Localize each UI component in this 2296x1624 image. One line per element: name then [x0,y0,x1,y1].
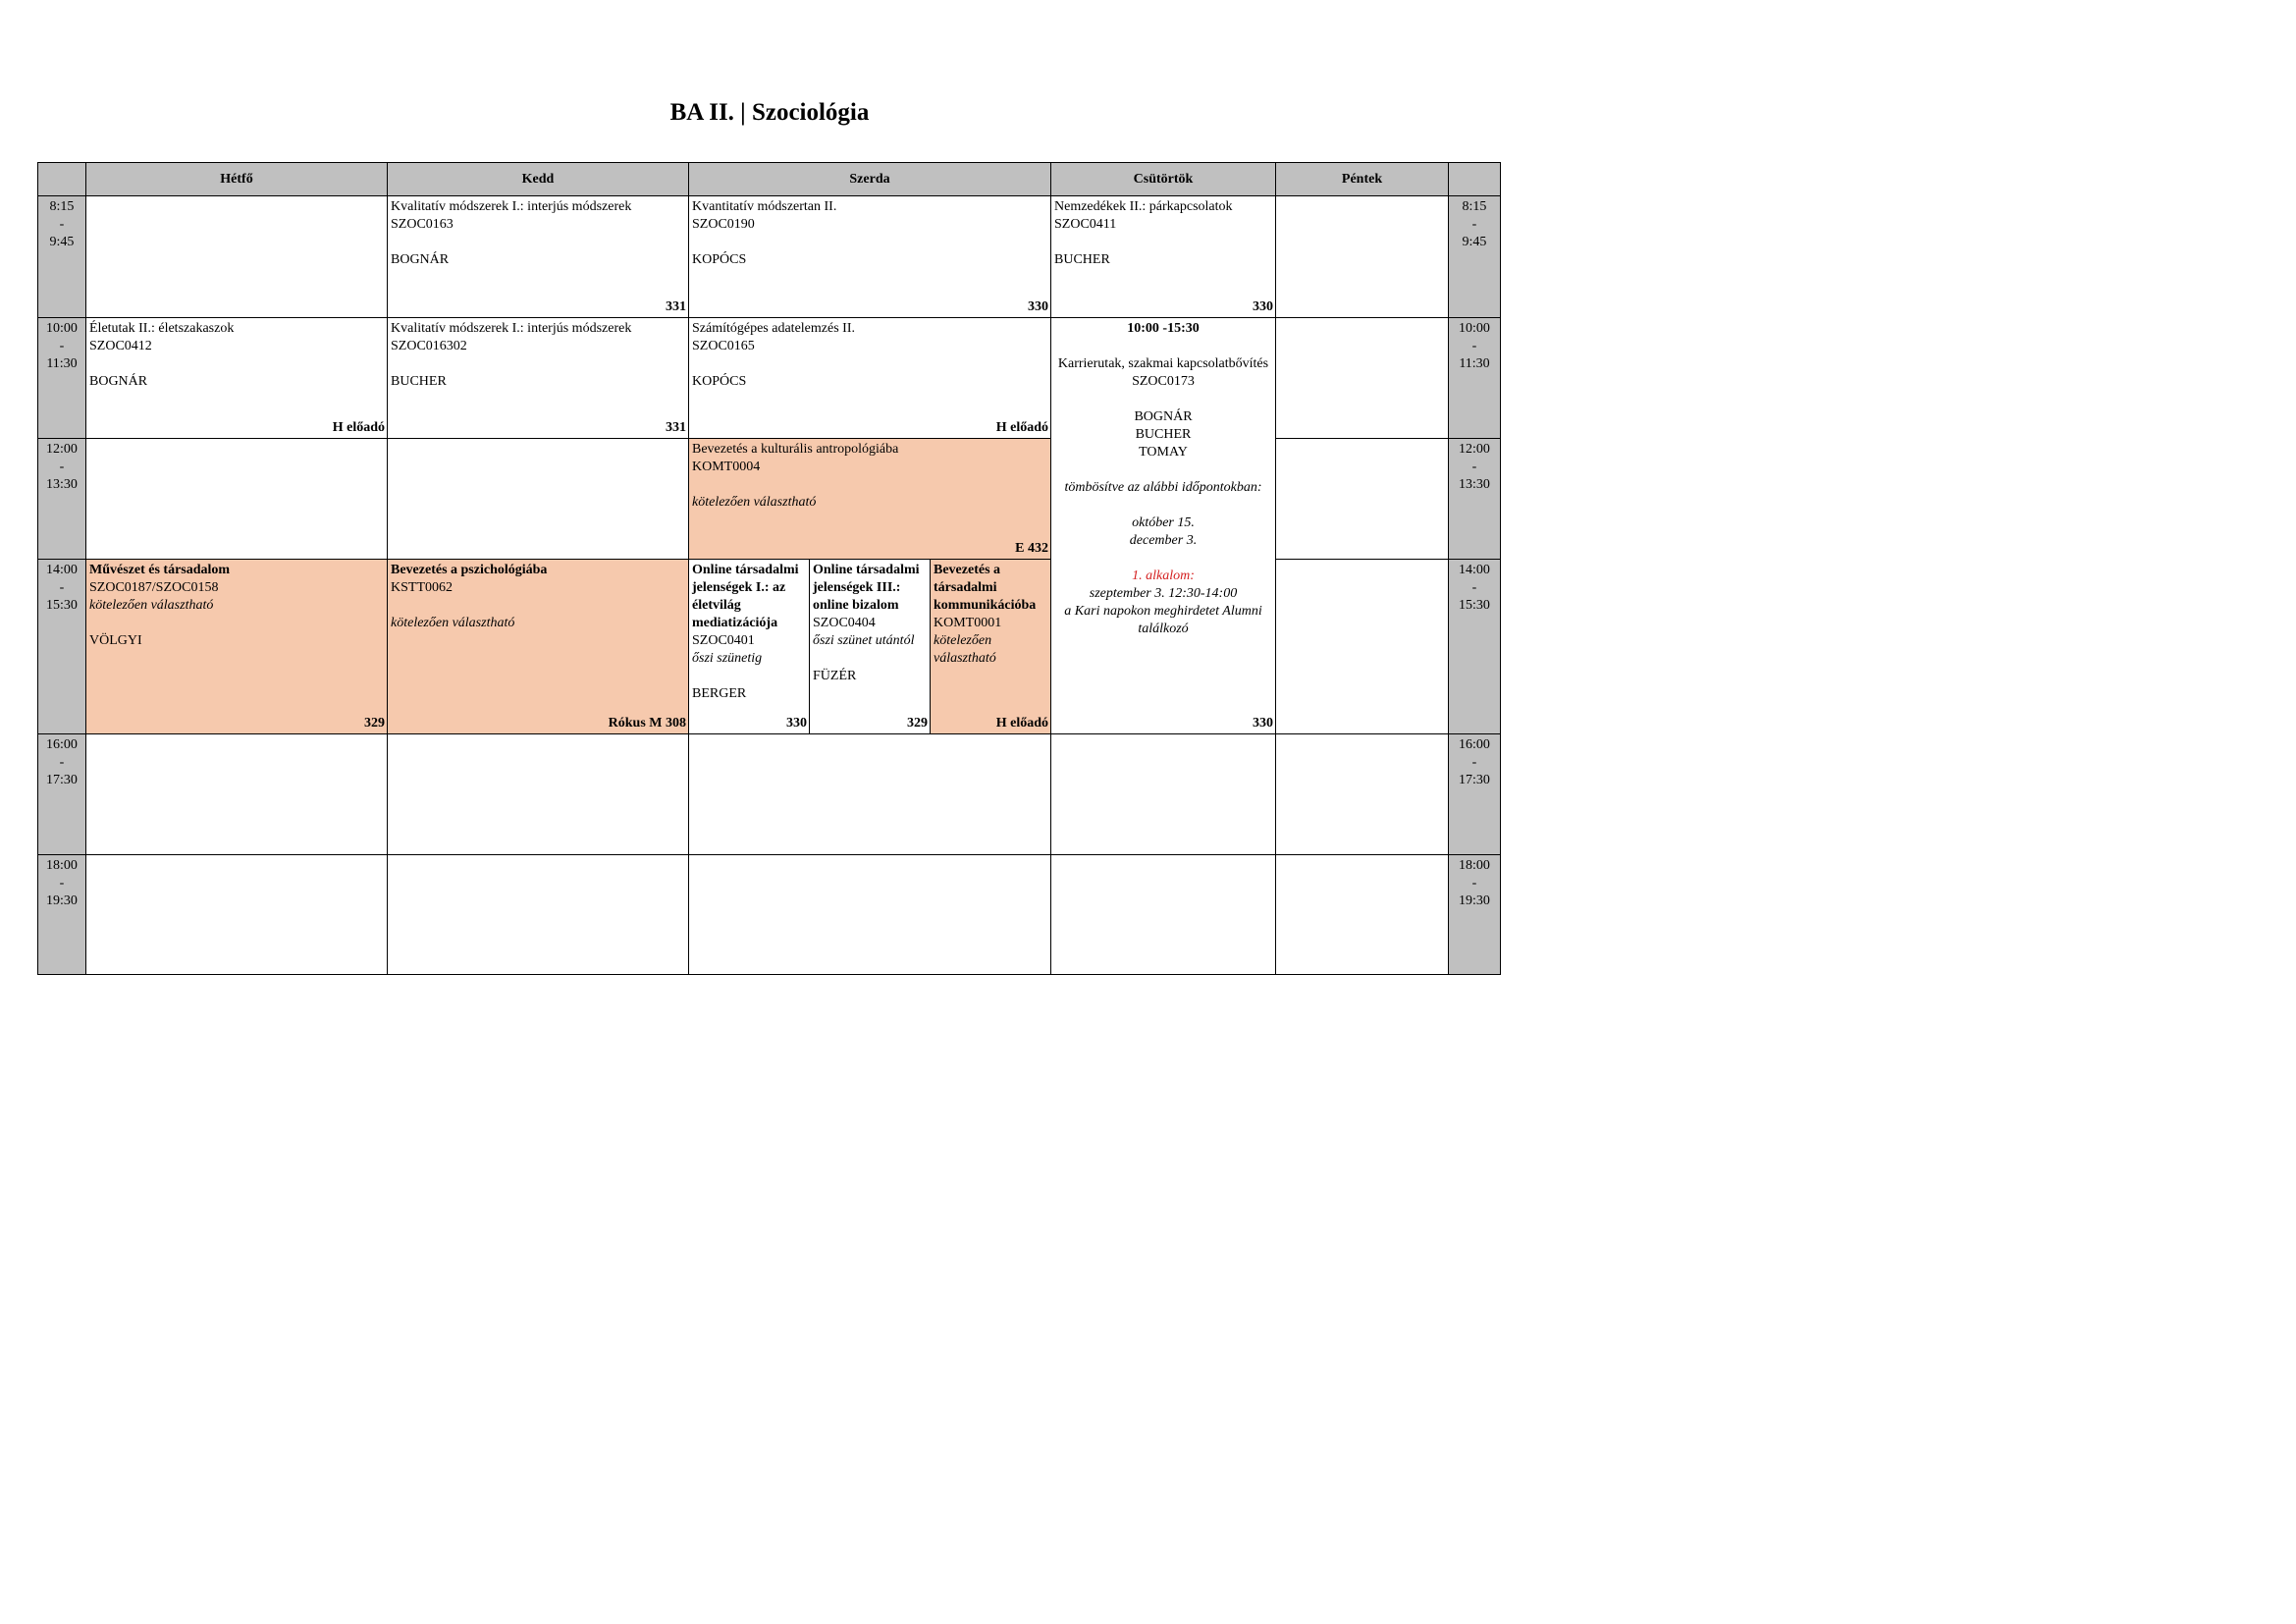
empty-slot [688,733,1051,855]
empty-slot [688,854,1051,975]
time-slot-left: 16:00 - 17:30 [37,733,86,855]
course-karrierutak-block[interactable]: 10:00 -15:30 Karrierutak, szakmai kapcsolatbővítés SZOC0173 BOGNÁR BUCHER TOMAY tömbösítve az alábbi időpontokban: október 15. december 3. 1. alkalom: szeptember 3. 12:30-14:00 a Kari napokon meghirdetet Alumni találkozó 330 [1050,317,1276,734]
course-tarsadalmi-kommunikacio[interactable]: Bevezetés a társadalmi kommunikációba KOMT0001 kötelezően választható H előadó [930,559,1051,734]
room-label: 331 [666,299,686,314]
room-label: 329 [364,716,385,731]
day-header-csutortok: Csütörtök [1050,162,1276,196]
course-eletutak[interactable]: Életutak II.: életszakaszok SZOC0412 BOGNÁR H előadó [85,317,388,439]
empty-slot [387,438,689,560]
time-slot-right: 18:00 - 19:30 [1448,854,1501,975]
time-slot-right: 16:00 - 17:30 [1448,733,1501,855]
course-online-jelensegek-3[interactable]: Online társadalmi jelenségek III.: online bizalom SZOC0404 őszi szünet utántól FÜZÉR 329 [809,559,931,734]
day-header-pentek: Péntek [1275,162,1449,196]
course-bevezetes-pszichologia[interactable]: Bevezetés a pszichológiába KSTT0062 kötelezően választható Rókus M 308 [387,559,689,734]
empty-slot [1050,854,1276,975]
time-slot-right: 12:00 - 13:30 [1448,438,1501,560]
room-label: H előadó [995,420,1048,435]
course-muveszet-es-tarsadalom[interactable]: Művészet és társadalom SZOC0187/SZOC0158 kötelezően választható VÖLGYI 329 [85,559,388,734]
empty-slot [387,733,689,855]
room-label: H előadó [995,716,1048,731]
room-label: 330 [1253,716,1273,731]
corner-left [37,162,86,196]
empty-slot [85,733,388,855]
empty-slot [1275,317,1449,439]
empty-slot [1275,854,1449,975]
course-kulturalis-antropologia[interactable]: Bevezetés a kulturális antropológiába KOMT0004 kötelezően választható E 432 [688,438,1051,560]
time-slot-left: 12:00 - 13:30 [37,438,86,560]
course-kvantitativ-modszertan[interactable]: Kvantitatív módszertan II. SZOC0190 KOPÓCS 330 [688,195,1051,318]
room-label: 329 [907,716,928,731]
time-slot-left: 10:00 - 11:30 [37,317,86,439]
room-label: Rókus M 308 [608,716,686,731]
time-slot-right: 10:00 - 11:30 [1448,317,1501,439]
time-slot-left: 18:00 - 19:30 [37,854,86,975]
time-slot-right: 8:15 - 9:45 [1448,195,1501,318]
empty-slot [85,854,388,975]
empty-slot [1275,559,1449,734]
empty-slot [1275,733,1449,855]
course-kvalitativ-modszerek-kedd[interactable]: Kvalitatív módszerek I.: interjús módszerek SZOC0163 BOGNÁR 331 [387,195,689,318]
time-slot-left: 14:00 - 15:30 [37,559,86,734]
room-label: H előadó [332,420,385,435]
page-title: BA II. | Szociológia [669,99,870,126]
time-slot-left: 8:15 - 9:45 [37,195,86,318]
day-header-hetfo: Hétfő [85,162,388,196]
room-label: 330 [1028,299,1048,314]
course-szamitogepes-adatelemzes[interactable]: Számítógépes adatelemzés II. SZOC0165 KOPÓCS H előadó [688,317,1051,439]
room-label: 330 [1253,299,1273,314]
day-header-kedd: Kedd [387,162,689,196]
empty-slot [1275,195,1449,318]
empty-slot [1050,733,1276,855]
room-label: 331 [666,420,686,435]
course-nemzedekek[interactable]: Nemzedékek II.: párkapcsolatok SZOC0411 BUCHER 330 [1050,195,1276,318]
day-header-szerda: Szerda [688,162,1051,196]
empty-slot [85,438,388,560]
room-label: 330 [786,716,807,731]
course-online-jelensegek-1[interactable]: Online társadalmi jelenségek I.: az életvilág mediatizációja SZOC0401 őszi szünetig BERGER 330 [688,559,810,734]
corner-right [1448,162,1501,196]
empty-slot [85,195,388,318]
room-label: E 432 [1015,541,1048,556]
empty-slot [1275,438,1449,560]
time-slot-right: 14:00 - 15:30 [1448,559,1501,734]
course-kvalitativ-modszerek-2[interactable]: Kvalitatív módszerek I.: interjús módszerek SZOC016302 BUCHER 331 [387,317,689,439]
empty-slot [387,854,689,975]
